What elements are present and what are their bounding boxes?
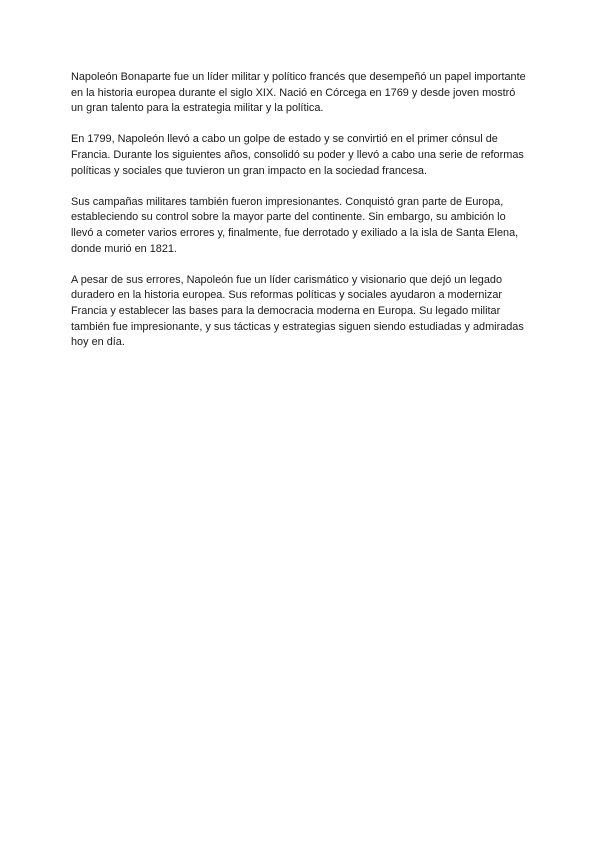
paragraph-military-campaigns: Sus campañas militares también fueron impresionantes. Conquistó gran parte de Europa, estableciendo su control sobre la mayor parte del continente. Sin embargo, su ambición lo llevó a cometer varios errores y, finalmente, fue derrotado y exiliado a la isla de Santa Elena, donde murió en 1821. [71,195,519,255]
paragraph-rise-to-power: En 1799, Napoleón llevó a cabo un golpe de estado y se convirtió en el primer cónsul de Francia. Durante los siguientes años, consolidó su poder y llevó a cabo una serie de reformas políticas y sociales que tuvieron un gran impacto en la sociedad francesa. [71,133,524,177]
document-body [71,70,527,366]
paragraph-legacy: A pesar de sus errores, Napoleón fue un líder carismático y visionario que dejó un legado duradero en la historia europea. Sus reformas políticas y sociales ayudaron a modernizar Francia y establecer las bases para la democracia moderna en Europa. Su legado militar también fue impresionante, y sus tácticas y estrategias siguen siendo estudiadas y admiradas hoy en día. [71,273,524,349]
paragraph-early-life: Napoleón Bonaparte fue un líder militar y político francés que desempeñó un papel importante en la historia europea durante el siglo XIX. Nació en Córcega en 1769 y desde joven mostró un gran talento para la estrategia militar y la política. [71,71,526,115]
